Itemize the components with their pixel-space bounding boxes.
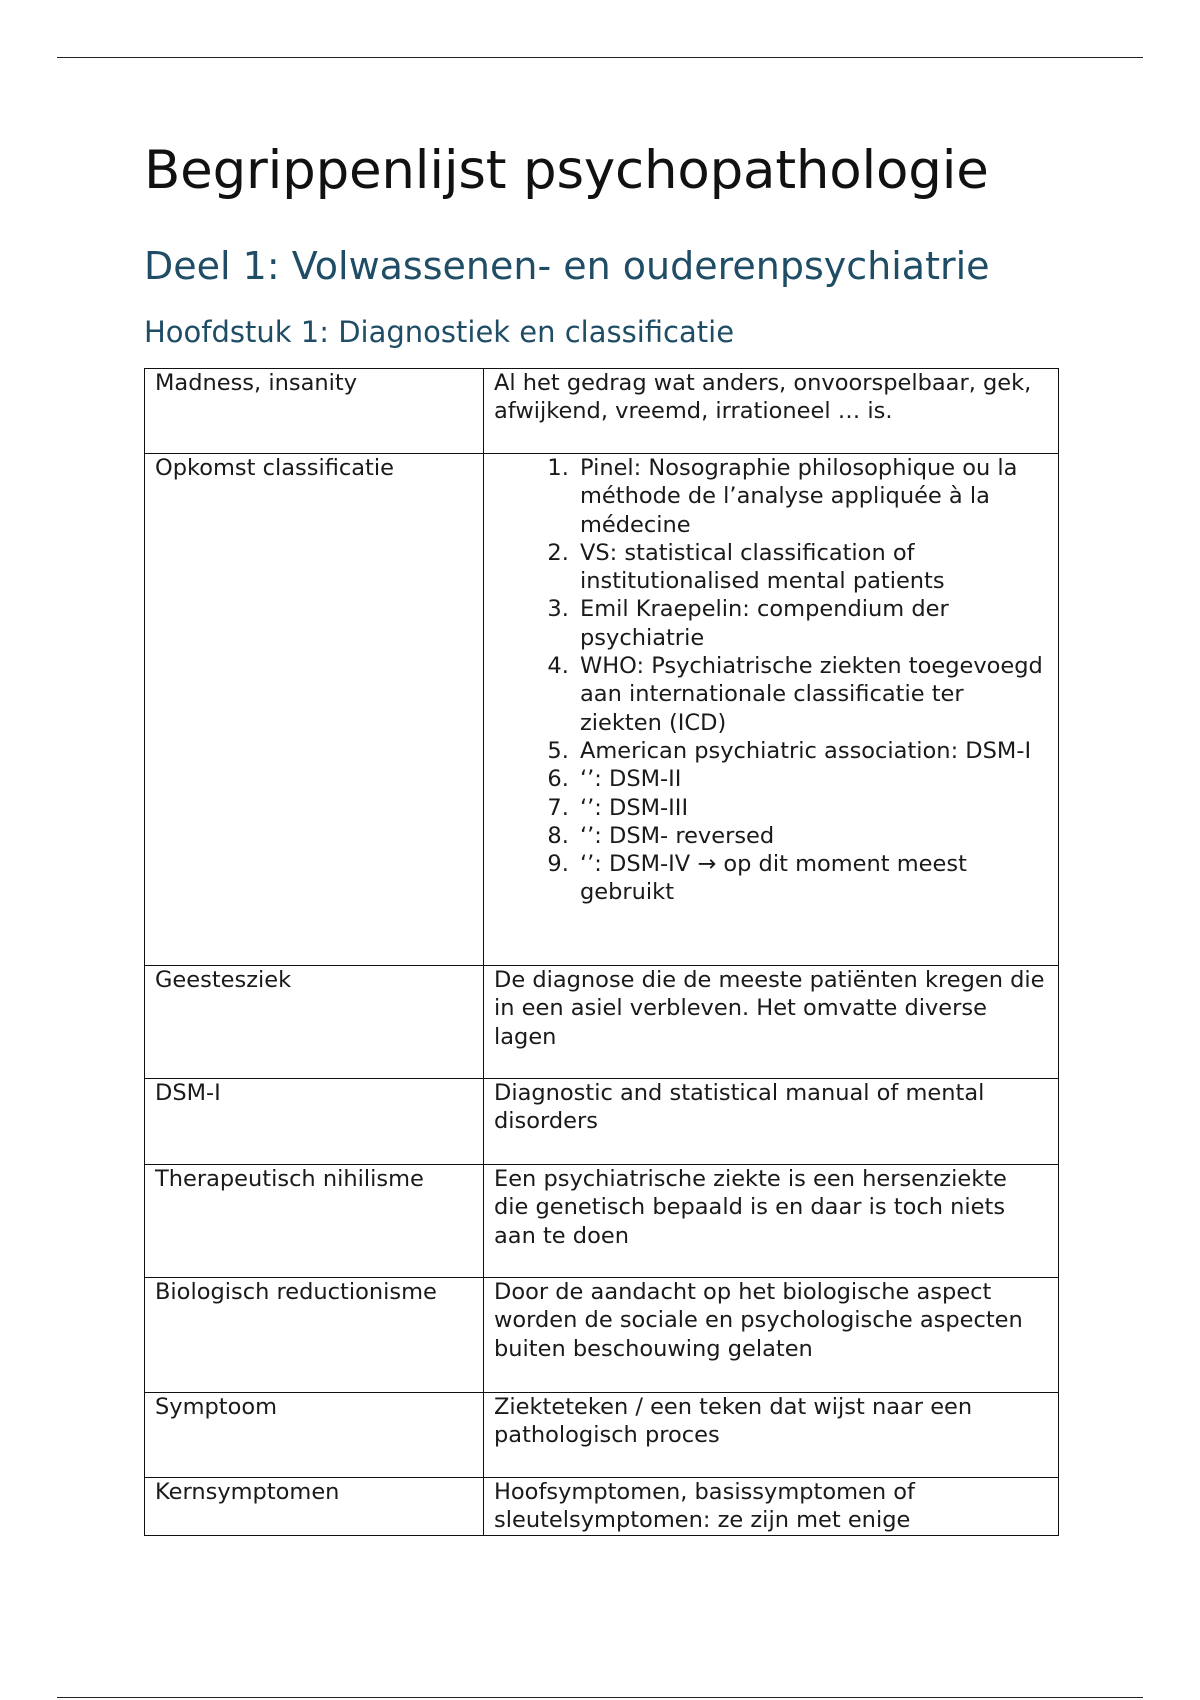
table-row (145, 1165, 1059, 1278)
list-item: 7. ‘’: DSM-III (576, 794, 1048, 822)
list-item: 6. ‘’: DSM-II (576, 765, 1048, 793)
table-row (145, 1079, 1059, 1165)
term-cell: Symptoom (145, 1393, 484, 1478)
definition-cell (484, 454, 1059, 966)
definition-cell: Ziekteteken / een teken dat wijst naar een pathologisch proces (484, 1393, 1059, 1478)
list-item: 8. ‘’: DSM- reversed (576, 822, 1048, 850)
term-cell: Geestesziek (145, 966, 484, 1079)
definition-cell: De diagnose die de meeste patiënten kregen die in een asiel verbleven. Het omvatte diverse lagen (484, 966, 1059, 1079)
part-heading: Deel 1: Volwassenen- en ouderenpsychiatrie (144, 244, 990, 288)
term-cell: Madness, insanity (145, 369, 484, 454)
definition-cell: Al het gedrag wat anders, onvoorspelbaar, gek, afwijkend, vreemd, irrationeel … is. (484, 369, 1059, 454)
term-cell: DSM-I (145, 1079, 484, 1165)
table-row (145, 1393, 1059, 1478)
document-title: Begrippenlijst psychopathologie (144, 140, 989, 201)
table-row (145, 966, 1059, 1079)
definition-cell: Diagnostic and statistical manual of mental disorders (484, 1079, 1059, 1165)
table-row (145, 369, 1059, 454)
footer-rule (57, 1697, 1143, 1698)
header-rule (57, 57, 1143, 58)
list-item: 9. ‘’: DSM-IV → op dit moment meest gebruikt (576, 850, 1048, 907)
list-item: 1. Pinel: Nosographie philosophique ou la méthode de l’analyse appliquée à la médecine (576, 454, 1048, 539)
term-cell: Therapeutisch nihilisme (145, 1165, 484, 1278)
list-item: 5. American psychiatric association: DSM-I (576, 737, 1048, 765)
table-row (145, 454, 1059, 966)
definition-cell: Een psychiatrische ziekte is een hersenziekte die genetisch bepaald is en daar is toch niets aan te doen (484, 1165, 1059, 1278)
term-cell: Opkomst classificatie (145, 454, 484, 966)
list-item: 3. Emil Kraepelin: compendium der psychiatrie (576, 595, 1048, 652)
chapter-heading: Hoofdstuk 1: Diagnostiek en classificatie (144, 315, 735, 349)
table-row (145, 1478, 1059, 1536)
classification-history-list (494, 454, 1048, 907)
terms-table (144, 368, 1059, 1536)
list-item: 2. VS: statistical classification of institutionalised mental patients (576, 539, 1048, 596)
term-cell: Kernsymptomen (145, 1478, 484, 1536)
list-item: 4. WHO: Psychiatrische ziekten toegevoegd aan internationale classificatie ter ziekten (ICD) (576, 652, 1048, 737)
term-cell: Biologisch reductionisme (145, 1278, 484, 1393)
table-row (145, 1278, 1059, 1393)
definition-cell: Door de aandacht op het biologische aspect worden de sociale en psychologische aspecten buiten beschouwing gelaten (484, 1278, 1059, 1393)
definition-cell: Hoofsymptomen, basissymptomen of sleutelsymptomen: ze zijn met enige (484, 1478, 1059, 1536)
